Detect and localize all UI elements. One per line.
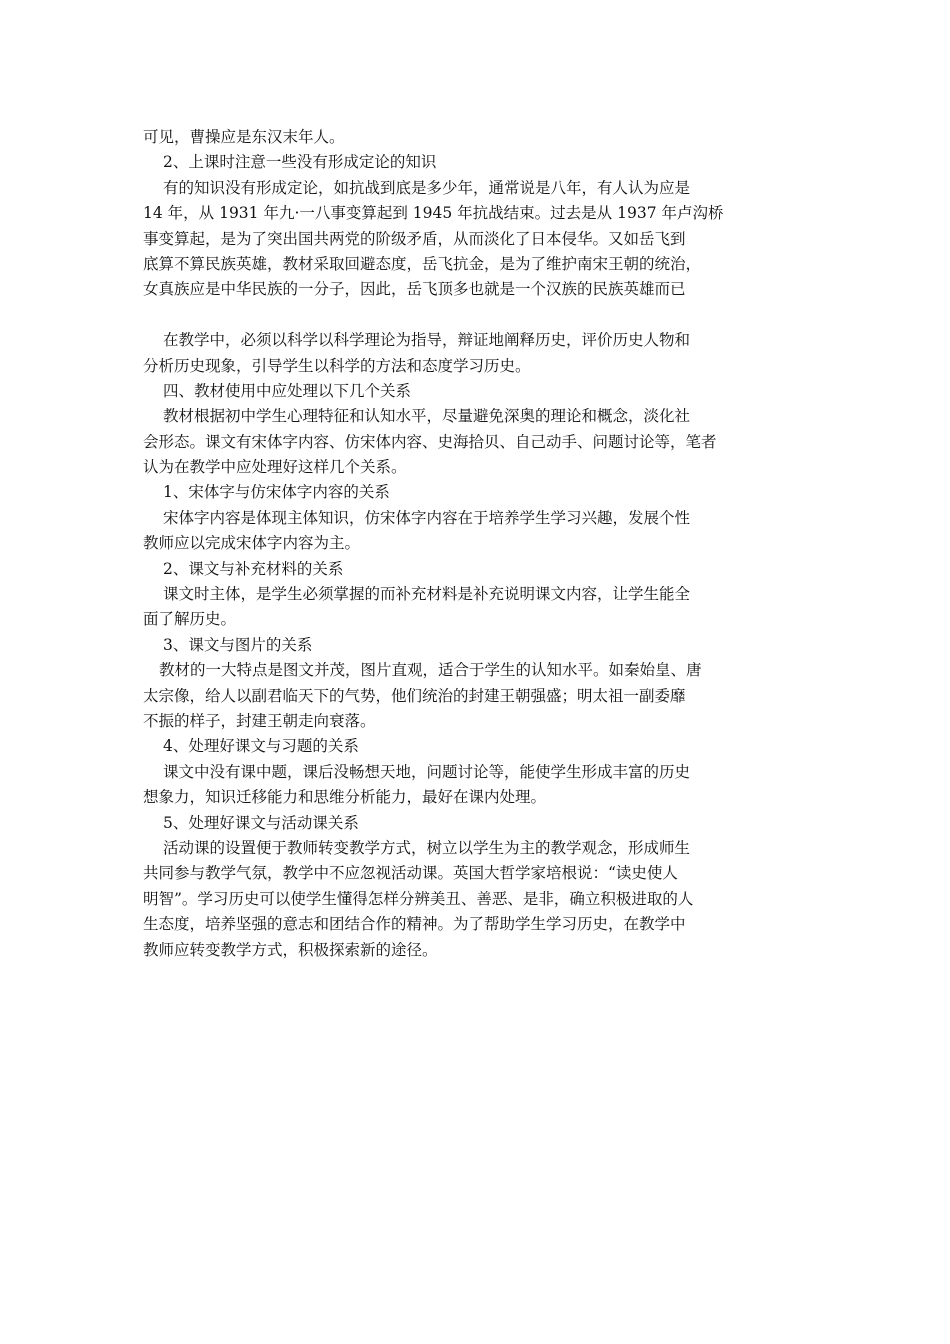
paragraph-line: 面了解历史。 [143,610,237,629]
section-heading: 2、上课时注意一些没有形成定论的知识 [163,153,437,172]
paragraph-line: 分析历史现象，引导学生以科学的方法和态度学习历史。 [143,356,531,375]
blank-line [143,303,808,328]
paragraph-line: 宋体字内容是体现主体知识，仿宋体字内容在于培养学生学习兴趣，发展个性 [163,508,691,527]
document-body [143,125,808,963]
paragraph-line: 事变算起，是为了突出国共两党的阶级矛盾，从而淡化了日本侵华。又如岳飞到 [143,229,686,248]
paragraph-line: 认为在教学中应处理好这样几个关系。 [143,458,407,477]
subsection-heading: 4、处理好课文与习题的关系 [163,737,359,756]
paragraph-line: 教师应以完成宋体字内容为主。 [143,534,361,553]
paragraph-line: 不振的样子，封建王朝走向衰落。 [143,711,376,730]
subsection-heading: 2、课文与补充材料的关系 [163,559,344,578]
paragraph-line: 教材的一大特点是图文并茂，图片直观，适合于学生的认知水平。如秦始皇、唐 [159,661,702,680]
paragraph-line: 有的知识没有形成定论，如抗战到底是多少年，通常说是八年，有人认为应是 [163,178,691,197]
paragraph-line: 生态度，培养坚强的意志和团结合作的精神。为了帮助学生学习历史，在教学中 [143,915,686,934]
paragraph-line: 女真族应是中华民族的一分子，因此，岳飞顶多也就是一个汉族的民族英雄而已 [143,280,686,299]
paragraph-line: 想象力，知识迁移能力和思维分析能力，最好在课内处理。 [143,788,547,807]
subsection-heading: 3、课文与图片的关系 [163,635,313,654]
subsection-heading: 5、处理好课文与活动课关系 [163,813,359,832]
paragraph-line: 在教学中，必须以科学以科学理论为指导，辩证地阐释历史，评价历史人物和 [163,331,691,350]
paragraph-line: 太宗像，给人以副君临天下的气势，他们统治的封建王朝强盛；明太祖一副委靡 [143,686,686,705]
paragraph-line: 教材根据初中学生心理特征和认知水平，尽量避免深奥的理论和概念，淡化社 [163,407,691,426]
paragraph-line: 会形态。课文有宋体字内容、仿宋体内容、史海拾贝、自己动手、问题讨论等，笔者 [143,432,717,451]
paragraph-line: 14 年，从 1931 年九·一八事变算起到 1945 年抗战结束。过去是从 1937 年卢沟桥 [143,204,724,223]
paragraph-line: 明智”。学习历史可以使学生懂得怎样分辨美丑、善恶、是非，确立积极进取的人 [143,889,694,908]
paragraph-line: 共同参与教学气氛，教学中不应忽视活动课。英国大哲学家培根说：“读史使人 [143,864,678,883]
paragraph-line: 课文时主体，是学生必须掌握的而补充材料是补充说明课文内容，让学生能全 [163,585,691,604]
paragraph-line: 活动课的设置便于教师转变教学方式，树立以学生为主的教学观念，形成师生 [163,838,691,857]
subsection-heading: 1、宋体字与仿宋体字内容的关系 [163,483,390,502]
paragraph-line: 课文中没有课中题，课后没畅想天地，问题讨论等，能使学生形成丰富的历史 [163,762,691,781]
paragraph-line: 底算不算民族英雄，教材采取回避态度，岳飞抗金，是为了维护南宋王朝的统治， [143,254,702,273]
paragraph-line: 教师应转变教学方式，积极探索新的途径。 [143,940,438,959]
section-heading: 四、教材使用中应处理以下几个关系 [163,381,412,400]
paragraph-line: 可见，曹操应是东汉末年人。 [143,128,345,146]
